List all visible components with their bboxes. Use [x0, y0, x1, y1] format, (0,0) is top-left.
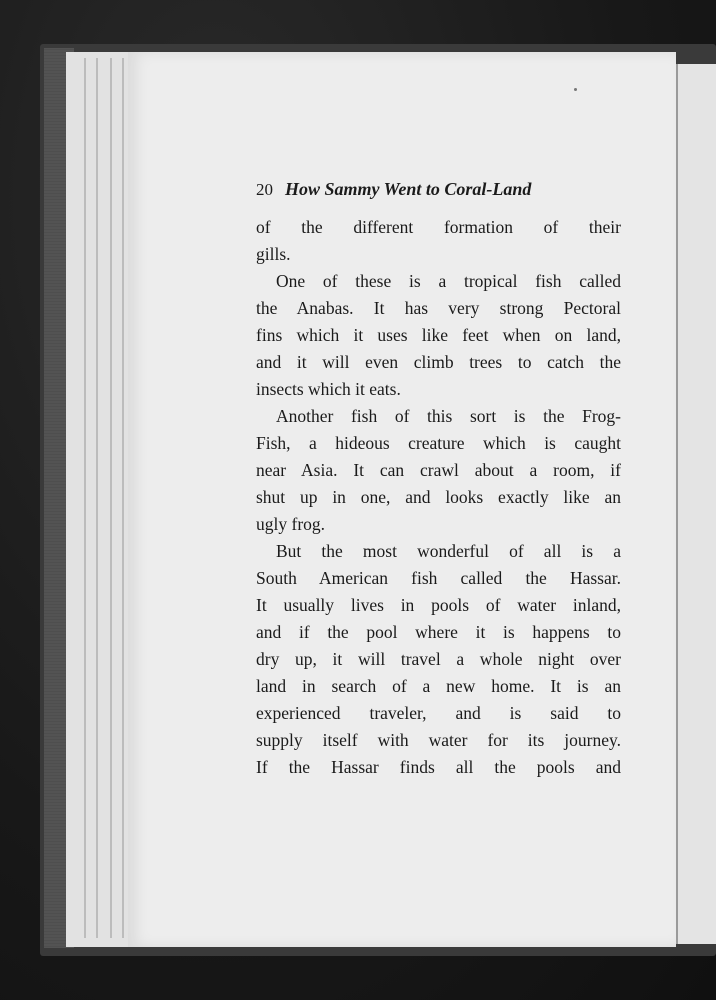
text-line: insects which it eats.	[256, 379, 401, 399]
page-edge-line	[96, 58, 98, 938]
text-line: of the different formation of their	[256, 217, 621, 237]
page-edge-line	[110, 58, 112, 938]
text-line: the Anabas. It has very strong Pectoral	[256, 298, 621, 318]
text-line: dry up, it will travel a whole night over	[256, 649, 621, 669]
facing-page-edge	[676, 64, 716, 944]
text-line: ugly frog.	[256, 514, 326, 534]
text-line: fins which it uses like feet when on land,	[256, 325, 621, 345]
page-header	[256, 176, 621, 210]
paragraph-3	[256, 403, 621, 538]
paper-speck	[574, 88, 577, 91]
page-edge-line	[122, 58, 124, 938]
page-number: 20	[256, 180, 273, 199]
paragraph-4	[256, 538, 621, 781]
paragraph-2	[256, 268, 621, 403]
text-line: It usually lives in pools of water inland,	[256, 595, 621, 615]
text-line: near Asia. It can crawl about a room, if	[256, 460, 621, 480]
running-title: How Sammy Went to Coral-Land	[285, 179, 532, 199]
text-line: But the most wonderful of all is a	[276, 541, 621, 561]
paragraph-1	[256, 214, 621, 268]
text-line: shut up in one, and looks exactly like an	[256, 487, 621, 507]
text-line: Another fish of this sort is the Frog-	[276, 406, 621, 426]
text-line: experienced traveler, and is said to	[256, 703, 621, 723]
text-line: and if the pool where it is happens to	[256, 622, 621, 642]
text-line: supply itself with water for its journey.	[256, 730, 621, 750]
text-line: Fish, a hideous creature which is caught	[256, 433, 621, 453]
text-line: and it will even climb trees to catch the	[256, 352, 621, 372]
page-edge-line	[84, 58, 86, 938]
text-line: gills.	[256, 244, 291, 264]
page-content	[256, 176, 621, 781]
text-line: If the Hassar finds all the pools and	[256, 757, 621, 777]
text-line: South American fish called the Hassar.	[256, 568, 621, 588]
text-line: One of these is a tropical fish called	[276, 271, 621, 291]
text-line: land in search of a new home. It is an	[256, 676, 621, 696]
